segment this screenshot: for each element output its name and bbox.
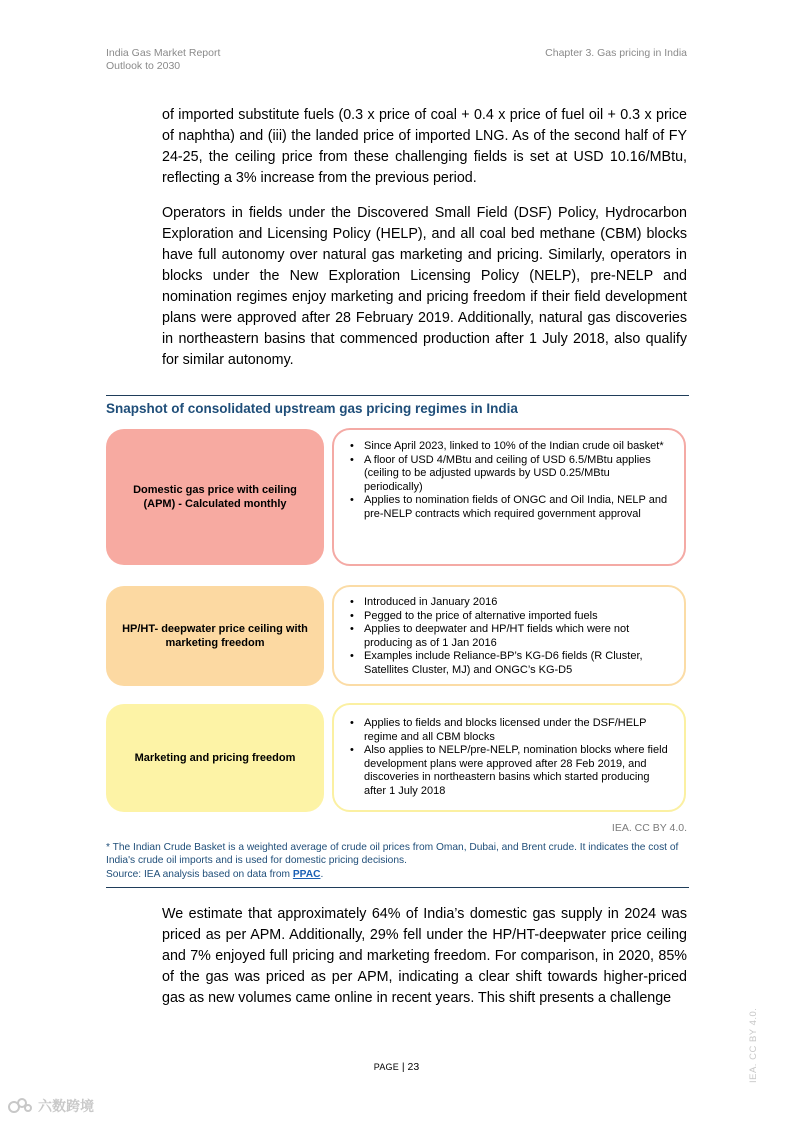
box-footnote: * The Indian Crude Basket is a weighted average of crude oil prices from Oman, Dubai, and Brent crude. It indicates the cost of India's crude oil imports and is used for domestic pricing decisions. (106, 842, 679, 866)
watermark-text: 六数跨境 (38, 1098, 94, 1114)
page-word: PAGE (373, 1062, 399, 1072)
watermark-logo-icon (8, 1097, 32, 1115)
box-top-rule (106, 395, 689, 396)
body-paragraph-3: We estimate that approximately 64% of India’s domestic gas supply in 2024 was priced as per APM. Additionally, 29% fell under the HP/HT-deepwater price ceiling and 7% enjoyed full pricing and marketing freedom. For comparison, in 2020, 85% of the gas was priced as per APM, indicating a clear shift towards higher-priced gas as new volumes came online in recent years. This shift presents a challenge (162, 906, 687, 1006)
regime-bullet: • Also applies to NELP/pre-NELP, nomination blocks where field development plans were approved after 28 Feb 2019, and discoveries in northeastern basins which started producing after 1 July 2018 (348, 744, 670, 798)
source-prefix: Source: IEA analysis based on data from (106, 869, 293, 880)
regime-bullet: • Examples include Reliance-BP’s KG-D6 fields (R Cluster, Satellites Cluster, MJ) and ONGC’s KG-D5 (348, 650, 670, 677)
regime-bullet: • Introduced in January 2016 (348, 596, 670, 610)
report-header (106, 47, 220, 73)
regime-bullet: • Applies to deepwater and HP/HT fields which were not producing as of 1 Jan 2016 (348, 623, 670, 650)
regime-bullet: • A floor of USD 4/MBtu and ceiling of USD 6.5/MBtu applies (ceiling to be adjusted upwards by USD 0.25/MBtu periodically) (348, 454, 670, 495)
page-number-value: 23 (407, 1061, 420, 1073)
regime-details-hpht (332, 585, 686, 686)
regime-bullet: • Applies to fields and blocks licensed under the DSF/HELP regime and all CBM blocks (348, 717, 670, 744)
regime-label-text: Domestic gas price with ceiling (APM) - Calculated monthly (133, 484, 297, 510)
report-title: India Gas Market Report (106, 47, 221, 59)
regime-details-apm (332, 428, 686, 566)
regime-bullet: • Pegged to the price of alternative imported fuels (348, 610, 670, 624)
box-credit: IEA. CC BY 4.0. (611, 822, 687, 834)
body-paragraph-1: of imported substitute fuels (0.3 x price of coal + 0.4 x price of fuel oil + 0.3 x price of naphtha) and (iii) the landed price of imported LNG. As of the second half of FY 24-25, the ceiling price from these challenging fields is set at USD 10.16/MBtu, reflecting a 3% increase from the previous period. (162, 107, 687, 186)
regime-bullet: • Since April 2023, linked to 10% of the Indian crude oil basket* (348, 440, 670, 454)
regime-label-freedom (106, 704, 324, 812)
regime-bullet: • Applies to nomination fields of ONGC and Oil India, NELP and pre-NELP contracts which required government approval (348, 494, 670, 521)
side-credit: IEA. CC BY 4.0. (748, 1007, 759, 1083)
source-link-ppac[interactable]: PPAC (292, 869, 321, 880)
regime-details-freedom (332, 703, 686, 812)
box-title: Snapshot of consolidated upstream gas pricing regimes in India (106, 401, 518, 416)
source-suffix: . (320, 869, 324, 880)
regime-label-text: HP/HT- deepwater price ceiling with marketing freedom (122, 623, 308, 649)
page-separator: | (398, 1061, 408, 1073)
regime-label-apm (106, 429, 324, 565)
body-paragraph-2: Operators in fields under the Discovered Small Field (DSF) Policy, Hydrocarbon Exploration and Licensing Policy (HELP), and all coal bed methane (CBM) blocks have full autonomy over natural gas marketing and pricing. Similarly, operators in blocks under the New Exploration Licensing Policy (NELP), pre-NELP and nomination regimes enjoy marketing and pricing freedom if their field development plans were approved after 28 February 2019. Additionally, natural gas discoveries in northeastern basins that commenced production after 1 July 2018, also qualify for similar autonomy. (162, 205, 687, 368)
regime-label-hpht (106, 586, 324, 686)
box-bottom-rule (106, 887, 689, 888)
report-subtitle: Outlook to 2030 (106, 60, 181, 72)
watermark (8, 1096, 94, 1116)
regime-label-text: Marketing and pricing freedom (134, 752, 296, 764)
page-number (0, 1061, 793, 1073)
box-source (106, 869, 323, 880)
chapter-header: Chapter 3. Gas pricing in India (545, 47, 687, 59)
